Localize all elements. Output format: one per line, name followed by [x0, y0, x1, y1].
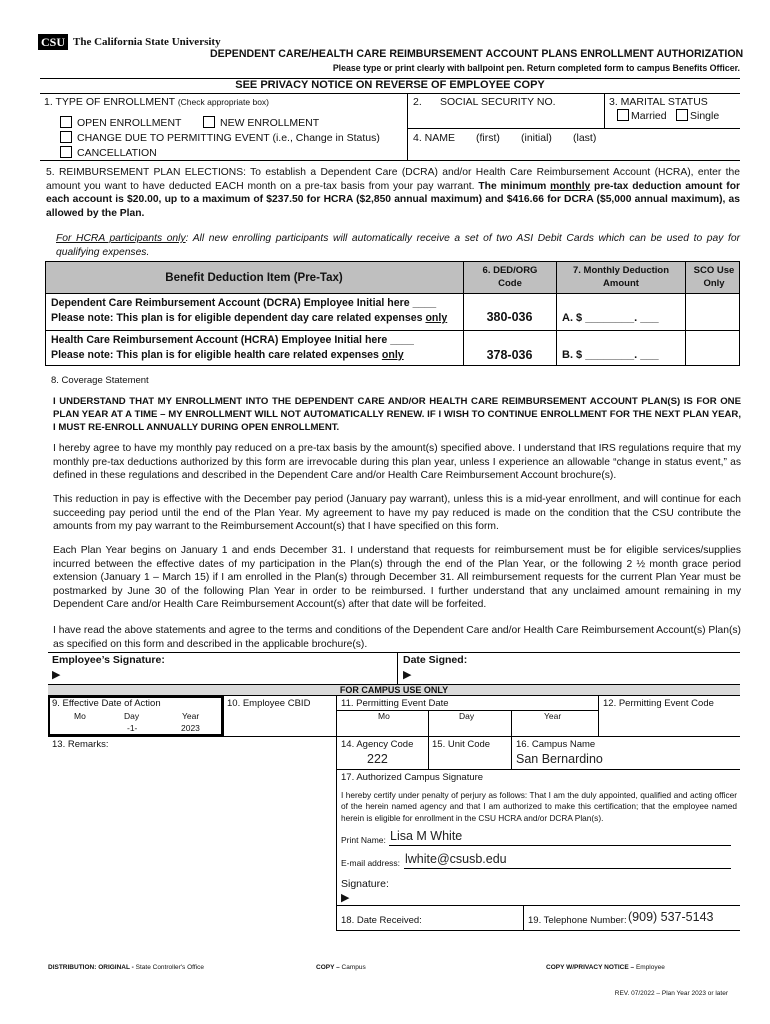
agency-code-label: 14. Agency Code [341, 739, 414, 750]
option-cancellation[interactable]: CANCELLATION [60, 146, 157, 160]
effective-year-value[interactable]: 2023 [181, 723, 200, 733]
table-header-code: 6. DED/ORG Code [482, 265, 538, 289]
table-header-amount: 7. Monthly Deduction Amount [572, 265, 670, 289]
checkbox[interactable] [60, 131, 72, 143]
effective-date-label: 9. Effective Date of Action [52, 698, 161, 709]
coverage-paragraph-2: This reduction in pay is effective with the December pay period (January pay warrant), unless this is a mid-year enrollment, and will continue for each succeeding pay period until the end of the Plan Year. My agreement to have my pay reduced is made on the condition that the CSU contribute the amounts from my pay warrant to the Reimbursement Account(s) that I have specified on this form. [53, 494, 741, 532]
telephone-label: 19. Telephone Number: [528, 915, 627, 926]
dcra-amount-field[interactable]: A. $ ________. ___ [562, 312, 659, 324]
authorized-signature-label: 17. Authorized Campus Signature [341, 772, 484, 783]
checkbox[interactable] [60, 116, 72, 128]
employee-signature-field[interactable] [66, 666, 391, 683]
name-field[interactable] [410, 145, 738, 159]
dcra-code: 380-036 [486, 310, 533, 324]
date-received-label: 18. Date Received: [341, 915, 422, 926]
footer-revision: REV. 07/2022 – Plan Year 2023 or later [614, 990, 728, 997]
privacy-banner: SEE PRIVACY NOTICE ON REVERSE OF EMPLOYEE COPY [235, 79, 545, 91]
name-initial-label: (initial) [521, 132, 552, 144]
date-signed-label: Date Signed: [403, 654, 468, 666]
hcra-note: For HCRA participants only: All new enrolling participants will automatically receive a set of two ASI Debit Cards which can be used to pay for qualifying expenses. [56, 233, 740, 258]
effective-year-label: Year [182, 711, 200, 721]
footer-copy-employee: COPY W/PRIVACY NOTICE – Employee [546, 964, 665, 971]
cbid-label: 10. Employee CBID [227, 698, 311, 709]
permit-code-label: 12. Permitting Event Code [603, 698, 714, 709]
table-row: Dependent Care Reimbursement Account (DCRA) Employee Initial here ____ Please note: This plan is for eligible dependent day care related expenses only [51, 297, 448, 324]
date-signed-field[interactable] [417, 666, 737, 683]
checkbox[interactable] [617, 109, 629, 121]
email-value[interactable]: lwhite@csusb.edu [405, 852, 507, 866]
ssn-label: SOCIAL SECURITY NO. [440, 96, 556, 108]
option-married[interactable]: Married [617, 109, 667, 123]
permit-year-label: Year [544, 711, 562, 721]
option-single[interactable]: Single [676, 109, 719, 123]
table-header-sco: SCO Use Only [693, 265, 735, 289]
employee-signature-arrow: ▶ [52, 669, 61, 681]
form-title: DEPENDENT CARE/HEALTH CARE REIMBURSEMENT ACCOUNT PLANS ENROLLMENT AUTHORIZATION [210, 48, 744, 60]
employee-signature-label: Employee’s Signature: [52, 654, 165, 666]
campus-name-value[interactable]: San Bernardino [516, 752, 603, 766]
table-header-item: Benefit Deduction Item (Pre-Tax) [165, 272, 343, 284]
coverage-bold-statement: I UNDERSTAND THAT MY ENROLLMENT INTO THE DEPENDENT CARE AND/OR HEALTH CARE REIMBURSEMENT ACCOUNT PLAN(S) IS FOR ONE PLAN YEAR AT A TIME – MY ENROLLMENT WILL NOT AUTOMATICALLY RENEW. IF I WISH TO CONTINUE ENROLLMENT FOR THE NEXT PLAN YEAR, I MUST RE-ENROLL ANNUALLY DURING OPEN ENROLLMENT. [53, 396, 741, 433]
coverage-label: 8. Coverage Statement [51, 375, 149, 386]
effective-day-label: Day [124, 711, 140, 721]
option-open-enrollment[interactable]: OPEN ENROLLMENT [60, 116, 181, 130]
option-new-enrollment[interactable]: NEW ENROLLMENT [203, 116, 319, 130]
permit-date-label: 11. Permitting Event Date [341, 698, 449, 709]
permit-mo-label: Mo [378, 711, 390, 721]
name-last-label: (last) [573, 132, 597, 144]
checkbox[interactable] [676, 109, 688, 121]
coverage-paragraph-3: Each Plan Year begins on January 1 and ends December 31. I understand that requests for reimbursement must be for eligible services/supplies incurred between the effective dates of my participation in the Plan(s) through the end of the Plan Year, or the following 2 ½ month grace period extension (January 1 – March 15) if I am enrolled in the Plan(s) through December 31. All reimbursement requests for the current Plan Year must be postmarked by June 30 of the following Plan Year in order to be reimbursed. I further understand that any unclaimed amount remaining in my Dependent Care and/or Health Care Reimbursement Account(s) after that date will be forfeited. [53, 545, 741, 610]
table-row: Health Care Reimbursement Account (HCRA) Employee Initial here ____ Please note: This plan is for eligible health care related expenses only [51, 334, 414, 361]
effective-day-value[interactable]: -1- [127, 723, 138, 733]
enrollment-type-heading: 1. TYPE OF ENROLLMENT (Check appropriate box) [44, 96, 270, 108]
campus-use-banner: FOR CAMPUS USE ONLY [48, 684, 740, 696]
footer-distribution: DISTRIBUTION: ORIGINAL - State Controller's Office [48, 964, 204, 971]
unit-code-label: 15. Unit Code [432, 739, 491, 750]
agency-code-value[interactable]: 222 [367, 752, 388, 766]
hcra-code: 378-036 [486, 348, 533, 362]
form-instructions: Please type or print clearly with ballpoint pen. Return completed form to campus Benefits Officer. [332, 63, 740, 73]
name-first-label: (first) [476, 132, 500, 144]
marital-status-label: 3. MARITAL STATUS [609, 96, 708, 108]
coverage-paragraph-1: I hereby agree to have my monthly pay reduced on a pre-tax basis by the amount(s) specified above. I understand that IRS regulations require that my monthly pre-tax deductions authorized by this form are irrevocable during this plan year, unless I experience an allowable “change in status event,” as defined in these regulations and described in the Dependent Care and/or Health Care Reimbursement Account brochure(s). [53, 443, 741, 481]
effective-mo-label: Mo [74, 711, 86, 721]
telephone-value[interactable]: (909) 537-5143 [628, 910, 714, 924]
hcra-amount-field[interactable]: B. $ ________. ___ [562, 349, 659, 361]
ssn-field[interactable] [410, 109, 600, 126]
checkbox[interactable] [203, 116, 215, 128]
campus-signature-field[interactable] [356, 888, 736, 904]
checkbox[interactable] [60, 146, 72, 158]
ssn-label-number: 2. [413, 96, 422, 108]
campus-signature-label: Signature: [341, 878, 389, 890]
date-signed-arrow: ▶ [403, 669, 412, 681]
print-name-label: Print Name: [341, 835, 386, 845]
footer-copy-campus: COPY – Campus [316, 964, 366, 971]
remarks-label: 13. Remarks: [52, 739, 109, 750]
name-label: 4. NAME [413, 132, 456, 144]
certification-text: I hereby certify under penalty of perjury as follows: That I am the duly appointed, qualified and acting officer of the herein named agency and that I am authorized to make this certification; that the employee named herein is eligible for enrollment in the CSU HCRA and/or DCRA Plan(s). [341, 790, 737, 823]
plan-elections-text: 5. REIMBURSEMENT PLAN ELECTIONS: To establish a Dependent Care (DCRA) and/or Health Care Reimbursement Account (HCRA), enter the amount you want to have deducted EACH month on a pre-tax basis from your pay warrant. The minimum monthly pre-tax deduction amount for each account is $20.00, up to a maximum of $237.50 for HCRA ($2,850 annual maximum) and $416.66 for DCRA ($5,000 annual maximum), as allowed by the Plan. [46, 167, 740, 219]
campus-signature-arrow: ▶ [341, 892, 350, 904]
csu-logo: CSU [38, 34, 68, 50]
email-label: E-mail address: [341, 858, 401, 868]
print-name-value[interactable]: Lisa M White [390, 829, 463, 843]
campus-name-label: 16. Campus Name [516, 739, 596, 750]
option-permitting-event[interactable]: CHANGE DUE TO PERMITTING EVENT (i.e., Change in Status) [60, 131, 380, 145]
coverage-paragraph-4: I have read the above statements and agree to the terms and conditions of the Dependent Care and/or Health Care Reimbursement Account(s) Plan(s) as specified on this form and described in the applicable brochure(s). [53, 625, 741, 650]
permit-day-label: Day [459, 711, 475, 721]
date-received-field[interactable] [430, 910, 520, 928]
university-name: The California State University [73, 36, 221, 48]
